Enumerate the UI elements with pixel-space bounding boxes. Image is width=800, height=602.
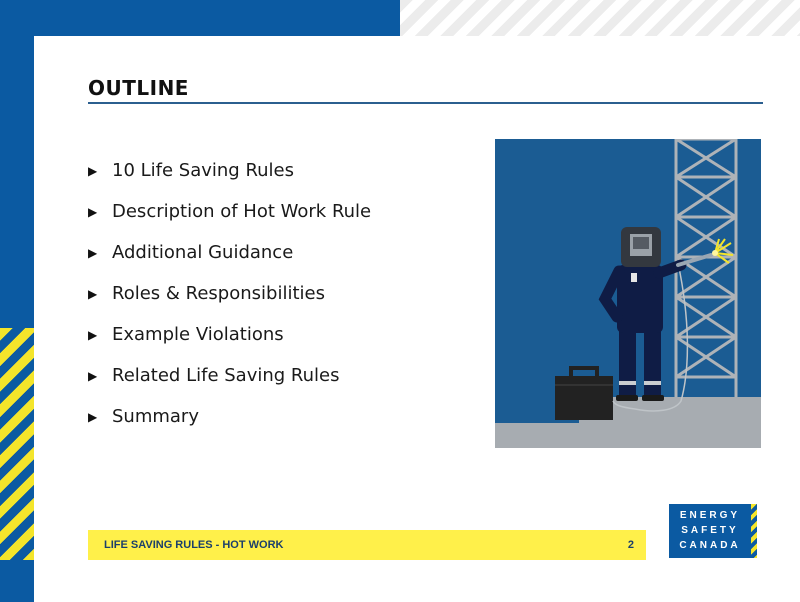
page-number: 2 [627, 539, 634, 551]
triangle-right-icon: ▶ [88, 409, 98, 424]
triangle-right-icon: ▶ [88, 204, 98, 219]
outline-item [88, 314, 371, 355]
outline-item-label: Example Violations [112, 324, 284, 345]
footer-bar [88, 530, 646, 560]
energy-safety-canada-logo [669, 504, 757, 558]
outline-item [88, 396, 371, 437]
triangle-right-icon: ▶ [88, 286, 98, 301]
outline-item-label: 10 Life Saving Rules [112, 160, 295, 181]
welder-illustration [495, 139, 761, 448]
top-stripe-band [400, 0, 800, 36]
outline-item [88, 150, 371, 191]
slide-title: OUTLINE [88, 76, 189, 100]
logo-line: ENERGY [679, 510, 741, 521]
outline-item-label: Summary [112, 406, 199, 427]
footer-title: LIFE SAVING RULES - HOT WORK [104, 539, 284, 551]
logo-line: CANADA [679, 540, 741, 551]
outline-item-label: Related Life Saving Rules [112, 365, 340, 386]
triangle-right-icon: ▶ [88, 245, 98, 260]
outline-item [88, 355, 371, 396]
outline-item [88, 273, 371, 314]
logo-stripe [751, 504, 757, 558]
outline-item-label: Roles & Responsibilities [112, 283, 325, 304]
title-divider [88, 102, 763, 104]
outline-item-label: Additional Guidance [112, 242, 294, 263]
logo-line: SAFETY [681, 525, 739, 536]
top-blue-bar [0, 0, 400, 36]
outline-item [88, 232, 371, 273]
triangle-right-icon: ▶ [88, 327, 98, 342]
triangle-right-icon: ▶ [88, 163, 98, 178]
outline-list [88, 150, 371, 437]
outline-item-label: Description of Hot Work Rule [112, 201, 372, 222]
outline-item [88, 191, 371, 232]
triangle-right-icon: ▶ [88, 368, 98, 383]
